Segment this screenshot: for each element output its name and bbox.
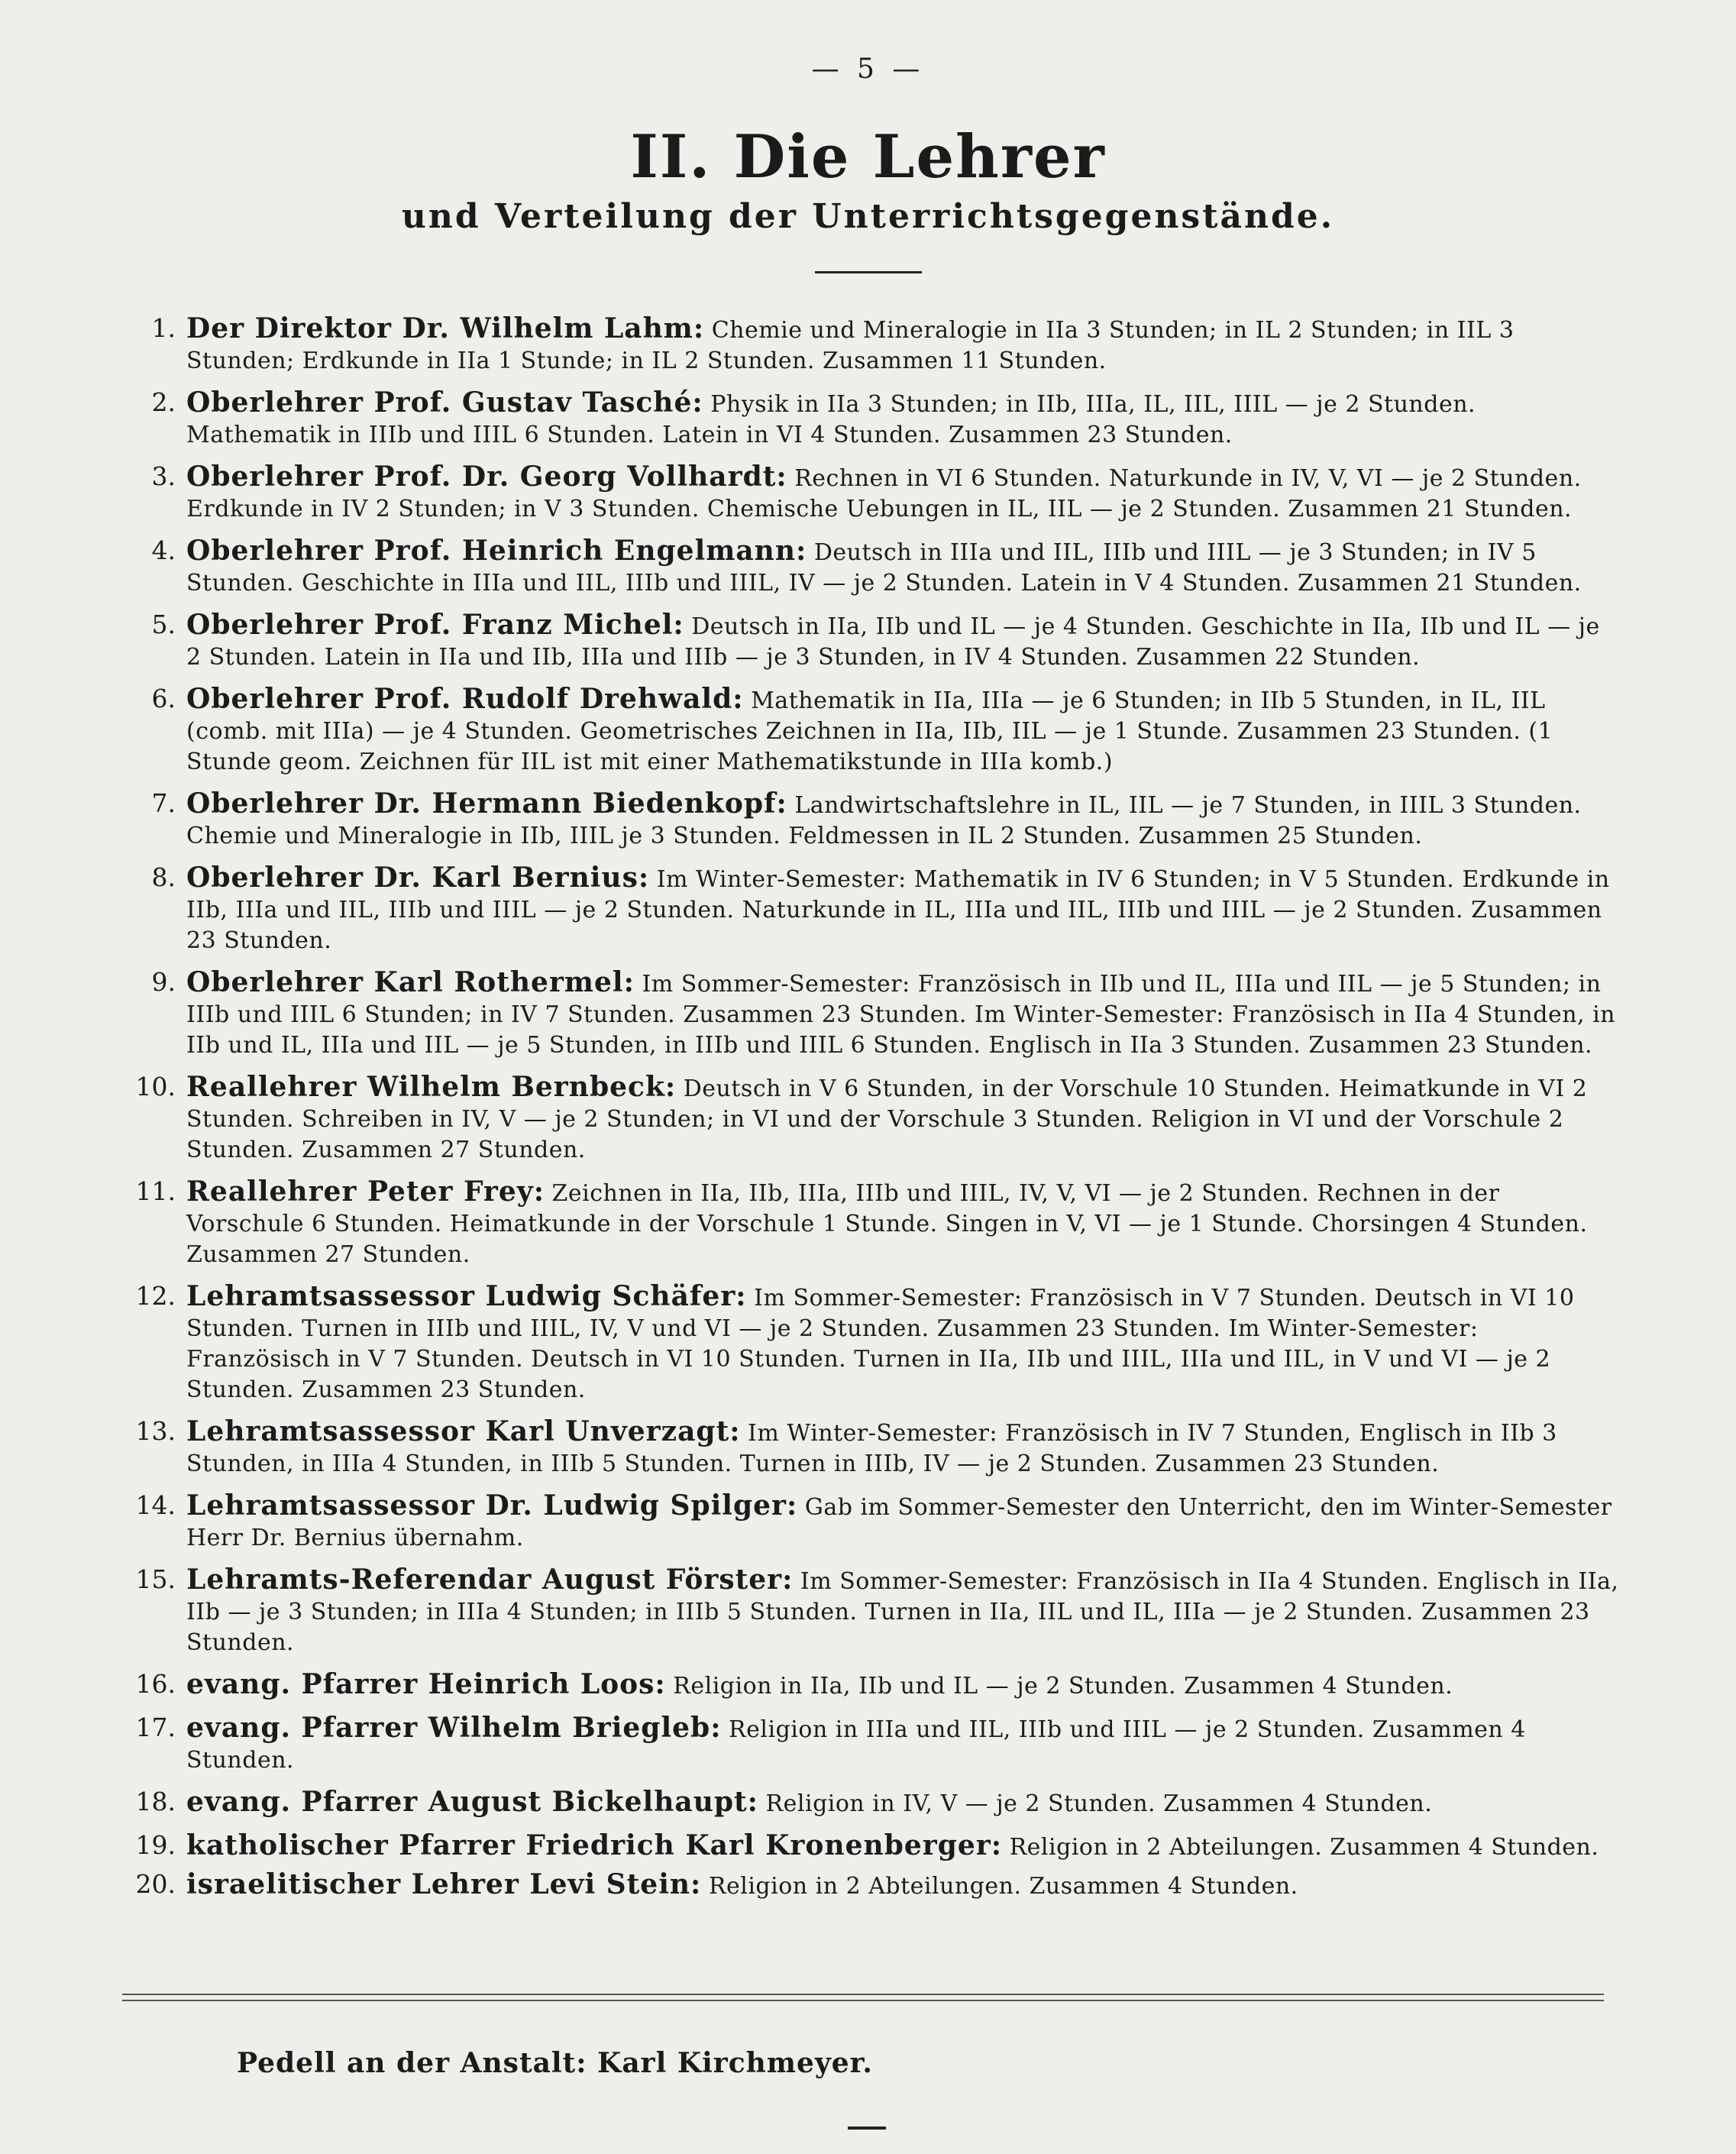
- entry-body: [186, 1072, 1619, 1166]
- entry-body: [186, 610, 1619, 673]
- entry-number: 10.: [135, 1072, 176, 1101]
- teaching-assignment: Deutsch in V 6 Stunden, in der Vorschule 10 Stunden. Heimatkunde in VI 2 Stunden. Schreiben in IV, V — je 2 Stunden; in VI und der Vorschule 3 Stunden. Religion in VI und der Vorschule 2 Stunden. Zusammen 27 Stunden.: [186, 1075, 1588, 1163]
- teacher-entry: [107, 610, 1619, 673]
- teacher-entry: [107, 461, 1619, 525]
- entry-number: 7.: [151, 788, 176, 818]
- entry-number: 11.: [135, 1176, 176, 1206]
- teaching-assignment: Rechnen in VI 6 Stunden. Naturkunde in IV, V, VI — je 2 Stunden. Erdkunde in IV 2 Stunden; in V 3 Stunden. Chemische Uebungen in IL, IIL — je 2 Stunden. Zusammen 21 Stunden.: [186, 465, 1582, 522]
- teaching-assignment: Physik in IIa 3 Stunden; in IIb, IIIa, IL, IIL, IIIL — je 2 Stunden. Mathematik in IIIb und IIIL 6 Stunden. Latein in VI 4 Stunden. Zusammen 23 Stunden.: [186, 391, 1476, 448]
- teaching-assignment: Gab im Sommer-Semester den Unterricht, den im Winter-Semester Herr Dr. Bernius übernahm.: [186, 1494, 1612, 1551]
- teacher-entry: [107, 684, 1619, 778]
- entry-number: 5.: [151, 610, 176, 639]
- teacher-entry: [107, 535, 1619, 599]
- entry-number: 20.: [135, 1869, 176, 1899]
- section-title: II. Die Lehrer: [630, 122, 1106, 192]
- section-subtitle: und Verteilung der Unterrichtsgegenstände.: [401, 197, 1335, 236]
- teaching-assignment: Zeichnen in IIa, IIb, IIIa, IIIb und IIIL, IV, V, VI — je 2 Stunden. Rechnen in der Vorschule 6 Stunden. Heimatkunde in der Vorschule 1 Stunde. Singen in V, VI — je 1 Stunde. Chorsingen 4 Stunden. Zusammen 27 Stunden.: [186, 1180, 1588, 1268]
- teacher-name: Oberlehrer Karl Rothermel:: [186, 966, 635, 998]
- teaching-assignment: Im Sommer-Semester: Französisch in IIa 4 Stunden. Englisch in IIa, IIb — je 3 Stunden; in IIIa 4 Stunden; in IIIb 5 Stunden. Turnen in IIa, IIL und IL, IIIa — je 2 Stunden. Zusammen 23 Stunden.: [186, 1568, 1619, 1656]
- teaching-assignment: Religion in 2 Abteilungen. Zusammen 4 Stunden.: [708, 1873, 1298, 1900]
- teacher-name: Reallehrer Wilhelm Bernbeck:: [186, 1071, 677, 1103]
- entry-number: 15.: [135, 1564, 176, 1594]
- entry-body: [186, 1669, 1619, 1702]
- teacher-entry: [107, 1281, 1619, 1405]
- entry-body: [186, 788, 1619, 852]
- teacher-name: Reallehrer Peter Frey:: [186, 1176, 545, 1208]
- teaching-assignment: Im Sommer-Semester: Französisch in IIb und IL, IIIa und IIL — je 5 Stunden; in IIIb und IIIL 6 Stunden; in IV 7 Stunden. Zusammen 23 Stunden. Im Winter-Semester: Französisch in IIa 4 Stunden, in IIb und IL, IIIa und IIL — je 5 Stunden, in IIIb und IIIL 6 Stunden. Englisch in IIa 3 Stunden. Zusammen 23 Stunden.: [186, 971, 1616, 1059]
- entry-body: [186, 1787, 1619, 1819]
- teacher-entry: [107, 1713, 1619, 1776]
- teacher-entry: [107, 1490, 1619, 1554]
- teaching-assignment: Mathematik in IIa, IIIa — je 6 Stunden; in IIb 5 Stunden, in IL, IIL (comb. mit IIIa) — je 4 Stunden. Geometrisches Zeichnen in IIa, IIb, IIL — je 1 Stunde. Zusammen 23 Stunden. (1 Stunde geom. Zeichnen für IIL ist mit einer Mathematikstunde in IIIa komb.): [186, 687, 1553, 775]
- entry-body: [186, 313, 1619, 377]
- teacher-entry: [107, 387, 1619, 451]
- teacher-entry: [107, 967, 1619, 1061]
- teacher-entry: [107, 1176, 1619, 1270]
- entry-body: [186, 1490, 1619, 1554]
- entry-number: 17.: [135, 1713, 176, 1742]
- entry-body: [186, 387, 1619, 451]
- teacher-name: evang. Pfarrer Heinrich Loos:: [186, 1668, 666, 1700]
- entry-number: 8.: [151, 862, 176, 892]
- teacher-entry: [107, 1669, 1619, 1702]
- teaching-assignment: Im Winter-Semester: Französisch in IV 7 Stunden, Englisch in IIb 3 Stunden, in IIIa 4 Stunden, in IIIb 5 Stunden. Turnen in IIIb, IV — je 2 Stunden. Zusammen 23 Stunden.: [186, 1420, 1557, 1477]
- teacher-entry: [107, 1830, 1619, 1863]
- teacher-entry: [107, 1787, 1619, 1819]
- teacher-name: Oberlehrer Dr. Hermann Biedenkopf:: [186, 788, 787, 820]
- entry-body: [186, 1176, 1619, 1270]
- bottom-mark: [848, 2127, 886, 2130]
- entry-body: [186, 1830, 1619, 1863]
- teacher-name: Der Direktor Dr. Wilhelm Lahm:: [186, 312, 705, 344]
- teacher-entry: [107, 313, 1619, 377]
- page-number: — 5 —: [811, 53, 925, 85]
- teaching-assignment: Deutsch in IIa, IIb und IL — je 4 Stunden. Geschichte in IIa, IIb und IL — je 2 Stunden. Latein in IIa und IIb, IIIa und IIIb — je 3 Stunden, in IV 4 Stunden. Zusammen 22 Stunden.: [186, 613, 1600, 671]
- teacher-name: Oberlehrer Prof. Gustav Tasché:: [186, 386, 703, 419]
- entry-body: [186, 967, 1619, 1061]
- teacher-list: [107, 313, 1619, 1902]
- entry-body: [186, 461, 1619, 525]
- teacher-name: evang. Pfarrer Wilhelm Briegleb:: [186, 1712, 722, 1744]
- teaching-assignment: Im Sommer-Semester: Französisch in V 7 Stunden. Deutsch in VI 10 Stunden. Turnen in IIIb und IIIL, IV, V und VI — je 2 Stunden. Zusammen 23 Stunden. Im Winter-Semester: Französisch in V 7 Stunden. Deutsch in VI 10 Stunden. Turnen in IIa, IIb und IIIL, IIIa und IIL, in V und VI — je 2 Stunden. Zusammen 23 Stunden.: [186, 1285, 1575, 1403]
- teacher-name: Lehramts-Referendar August Förster:: [186, 1564, 794, 1596]
- teaching-assignment: Landwirtschaftslehre in IL, IIL — je 7 Stunden, in IIIL 3 Stunden. Chemie und Mineralogie in IIb, IIIL je 3 Stunden. Feldmessen in IL 2 Stunden. Zusammen 25 Stunden.: [186, 792, 1582, 849]
- teacher-name: katholischer Pfarrer Friedrich Karl Kronenberger:: [186, 1829, 1003, 1861]
- teacher-name: evang. Pfarrer August Bickelhaupt:: [186, 1786, 758, 1818]
- entry-body: [186, 1281, 1619, 1405]
- entry-body: [186, 1713, 1619, 1776]
- entry-body: [186, 684, 1619, 778]
- entry-number: 3.: [151, 461, 176, 491]
- footer-divider: [122, 1994, 1604, 2001]
- entry-number: 19.: [135, 1830, 176, 1860]
- title-divider: [815, 271, 922, 273]
- teacher-name: Oberlehrer Prof. Franz Michel:: [186, 609, 684, 641]
- entry-number: 12.: [135, 1281, 176, 1311]
- entry-body: [186, 1869, 1619, 1902]
- entry-number: 1.: [151, 313, 176, 343]
- entry-body: [186, 1564, 1619, 1658]
- entry-number: 9.: [151, 967, 176, 997]
- teacher-name: Lehramtsassessor Karl Unverzagt:: [186, 1415, 741, 1447]
- teacher-entry: [107, 1564, 1619, 1658]
- teacher-name: Oberlehrer Dr. Karl Bernius:: [186, 862, 650, 894]
- entry-number: 18.: [135, 1787, 176, 1816]
- entry-number: 14.: [135, 1490, 176, 1520]
- teaching-assignment: Im Winter-Semester: Mathematik in IV 6 Stunden; in V 5 Stunden. Erdkunde in IIb, IIIa und IIL, IIIb und IIIL — je 2 Stunden. Naturkunde in IL, IIIa und IIL, IIIb und IIIL — je 2 Stunden. Zusammen 23 Stunden.: [186, 866, 1610, 954]
- entry-body: [186, 535, 1619, 599]
- teacher-entry: [107, 862, 1619, 956]
- teacher-name: Lehramtsassessor Dr. Ludwig Spilger:: [186, 1489, 798, 1522]
- teacher-entry: [107, 788, 1619, 852]
- teacher-entry: [107, 1072, 1619, 1166]
- entry-number: 4.: [151, 535, 176, 565]
- teaching-assignment: Religion in IIIa und IIL, IIIb und IIIL — je 2 Stunden. Zusammen 4 Stunden.: [186, 1716, 1526, 1774]
- teacher-name: Oberlehrer Prof. Dr. Georg Vollhardt:: [186, 461, 787, 493]
- entry-number: 16.: [135, 1669, 176, 1699]
- teaching-assignment: Religion in IIa, IIb und IL — je 2 Stunden. Zusammen 4 Stunden.: [673, 1673, 1453, 1700]
- entry-number: 13.: [135, 1416, 176, 1446]
- teaching-assignment: Chemie und Mineralogie in IIa 3 Stunden; in IL 2 Stunden; in IIL 3 Stunden; Erdkunde in IIa 1 Stunde; in IL 2 Stunden. Zusammen 11 Stunden.: [186, 317, 1515, 374]
- footer-note: Pedell an der Anstalt: Karl Kirchmeyer.: [237, 2047, 873, 2079]
- entry-number: 6.: [151, 684, 176, 713]
- entry-body: [186, 862, 1619, 956]
- teaching-assignment: Religion in IV, V — je 2 Stunden. Zusammen 4 Stunden.: [765, 1790, 1433, 1817]
- teacher-name: Lehramtsassessor Ludwig Schäfer:: [186, 1280, 747, 1312]
- teacher-name: Oberlehrer Prof. Rudolf Drehwald:: [186, 683, 744, 715]
- teaching-assignment: Deutsch in IIIa und IIL, IIIb und IIIL — je 3 Stunden; in IV 5 Stunden. Geschichte in IIIa und IIL, IIIb und IIIL, IV — je 2 Stunden. Latein in V 4 Stunden. Zusammen 21 Stunden.: [186, 539, 1582, 597]
- entry-number: 2.: [151, 387, 176, 417]
- teacher-entry: [107, 1869, 1619, 1902]
- teacher-name: israelitischer Lehrer Levi Stein:: [186, 1868, 702, 1900]
- entry-body: [186, 1416, 1619, 1480]
- teaching-assignment: Religion in 2 Abteilungen. Zusammen 4 Stunden.: [1009, 1834, 1599, 1861]
- teacher-entry: [107, 1416, 1619, 1480]
- teacher-name: Oberlehrer Prof. Heinrich Engelmann:: [186, 535, 807, 567]
